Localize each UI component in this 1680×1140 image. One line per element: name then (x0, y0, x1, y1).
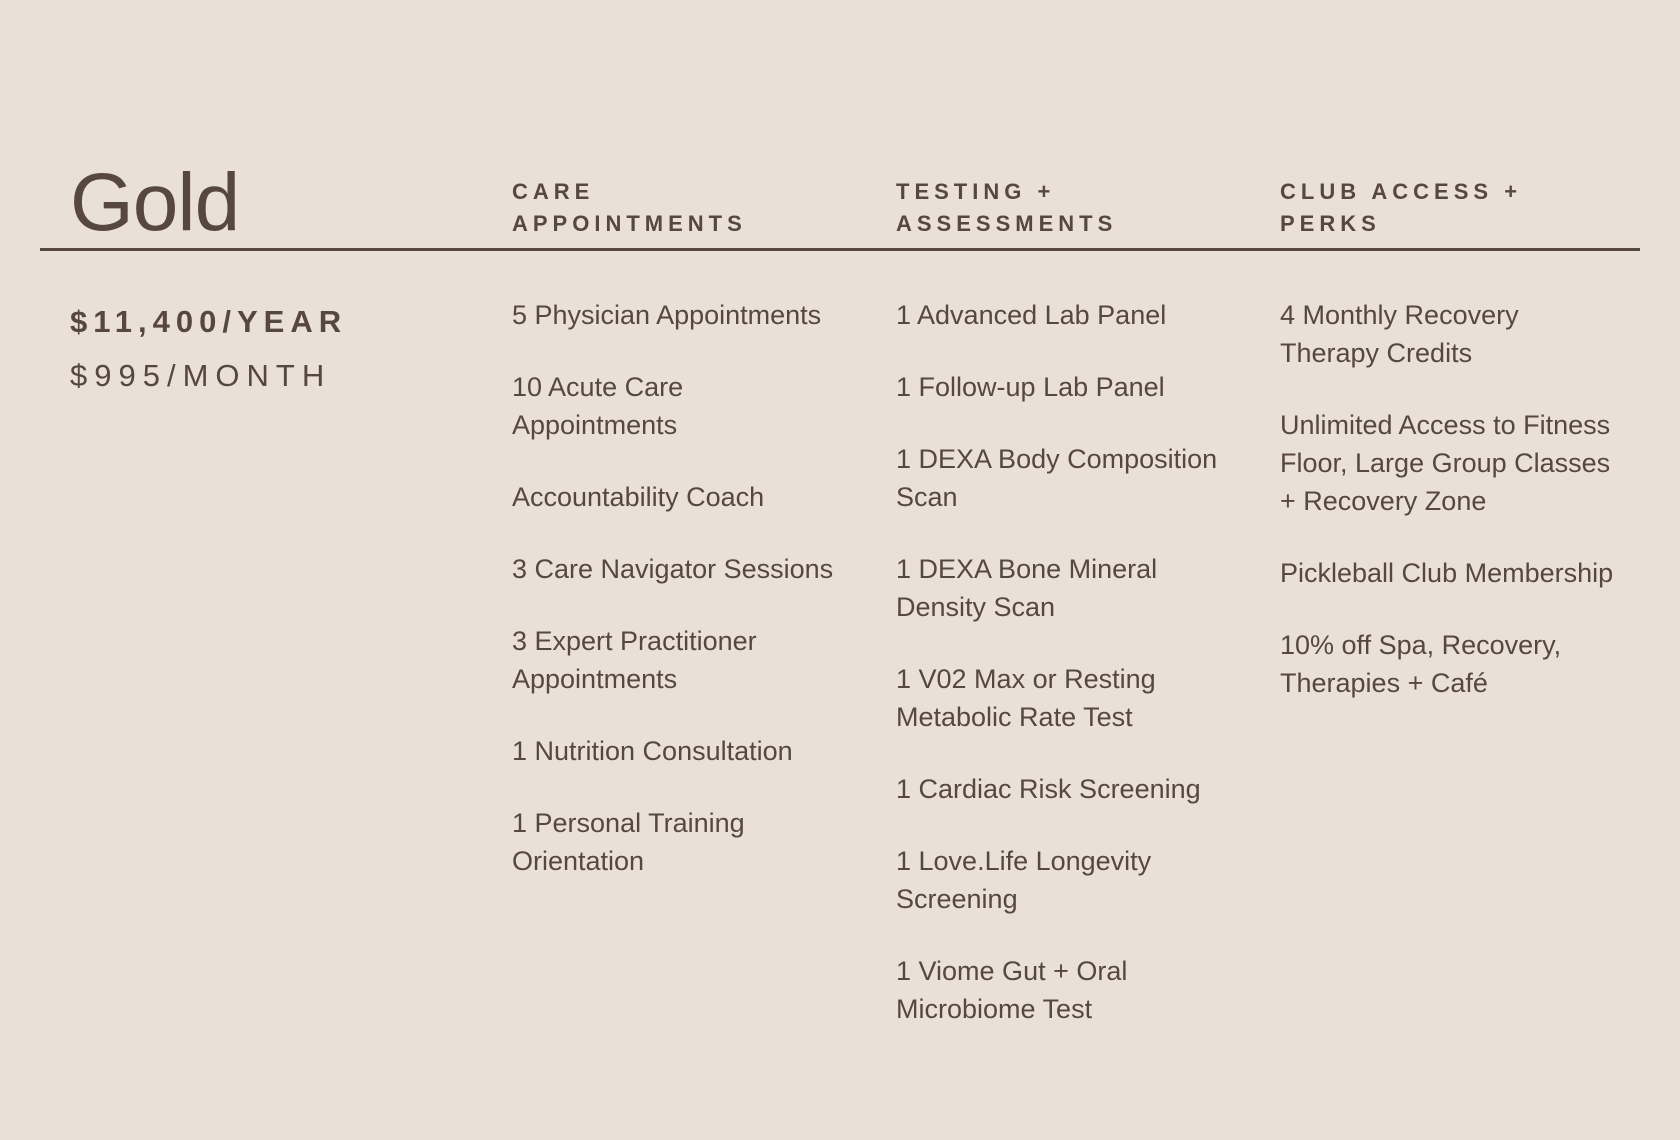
list-item: 1 Viome Gut + Oral Microbiome Test (896, 956, 1128, 1024)
list-item: 10% off Spa, Recovery, Therapies + Café (1280, 630, 1562, 698)
membership-tier-card (40, 150, 1640, 1024)
list-item: 10 Acute Care Appointments (512, 372, 684, 440)
list-item: 1 Cardiac Risk Screening (896, 774, 1201, 804)
price-block (70, 304, 347, 394)
tier-header (40, 150, 1640, 250)
list-item: 5 Physician Appointments (512, 300, 822, 330)
list-item: 1 Love.Life Longevity Screening (896, 846, 1152, 914)
list-item: 1 Advanced Lab Panel (896, 300, 1167, 330)
club-access-perks-heading: CLUB ACCESS + PERKS (1280, 179, 1523, 236)
list-item: 1 DEXA Body Composition Scan (896, 444, 1218, 512)
list-item: 1 Personal Training Orientation (512, 808, 745, 876)
list-item: Accountability Coach (512, 482, 765, 512)
list-item: 1 V02 Max or Resting Metabolic Rate Test (896, 664, 1156, 732)
list-item: 3 Expert Practitioner Appointments (512, 626, 757, 694)
price-per-month: $995/MONTH (70, 358, 332, 393)
list-item: 1 Follow-up Lab Panel (896, 372, 1165, 402)
list-item: Unlimited Access to Fitness Floor, Large Group Classes + Recovery Zone (1280, 410, 1611, 516)
list-item: Pickleball Club Membership (1280, 558, 1614, 588)
care-appointments-list (512, 296, 852, 914)
header-divider (40, 248, 1640, 251)
testing-assessments-heading: TESTING + ASSESSMENTS (896, 179, 1118, 236)
list-item: 3 Care Navigator Sessions (512, 554, 834, 584)
price-per-year: $11,400/YEAR (70, 304, 348, 339)
list-item: 1 DEXA Bone Mineral Density Scan (896, 554, 1158, 622)
testing-assessments-list (896, 296, 1236, 1062)
list-item: 4 Monthly Recovery Therapy Credits (1280, 300, 1519, 368)
tier-name: Gold (70, 157, 240, 248)
club-access-perks-list (1280, 296, 1620, 736)
list-item: 1 Nutrition Consultation (512, 736, 793, 766)
care-appointments-heading: CARE APPOINTMENTS (512, 179, 747, 236)
